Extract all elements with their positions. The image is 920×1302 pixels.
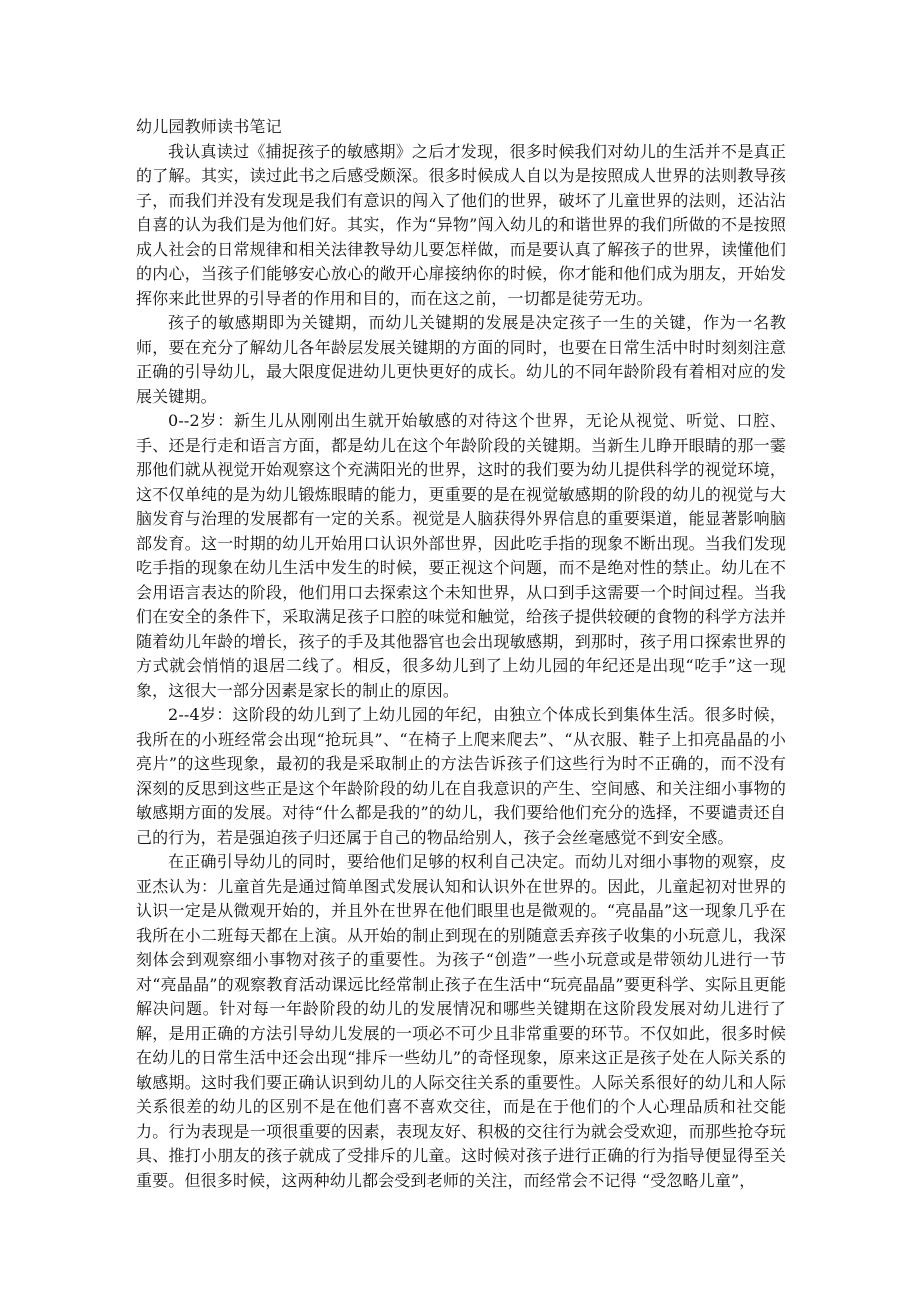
paragraph-intro: 我认真读过《捕捉孩子的敏感期》之后才发现，很多时候我们对幼儿的生活并不是真正的了解。其实，读过此书之后感受颇深。很多时候成人自以为是按照成人世界的法则教导孩子，而我们并没有发现是我们有意识的闯入了他们的世界，破坏了儿童世界的法则，还沾沾自喜的认为我们是为他们好。其实，作为“异物”闯入幼儿的和谐世界的我们所做的不是按照成人社会的日常规律和相关法律教导幼儿要怎样做，而是要认真了解孩子的世界，读懂他们的内心，当孩子们能够安心放心的敞开心扉接纳你的时候，你才能和他们成为朋友，开始发挥你来此世界的引导者的作用和目的，而在这之前，一切都是徒劳无功。 [136,141,786,308]
paragraph-guidance: 在正确引导幼儿的同时，要给他们足够的权利自己决定。而幼儿对细小事物的观察，皮亚杰认为：儿童首先是通过简单图式发展认知和认识外在世界的。因此，儿童起初对世界的认识一定是从微观开始的，并且外在世界在他们眼里也是微观的。“亮晶晶”这一现象几乎在我所在小二班每天都在上演。从开始的制止到现在的别随意丢弃孩子收集的小玩意儿，我深刻体会到观察细小事物对孩子的重要性。为孩子“创造”一些小玩意或是带领幼儿进行一节对“亮晶晶”的观察教育活动课远比经常制止孩子在生活中“玩亮晶晶”要更科学、实际且更能解决问题。针对每一年龄阶段的幼儿的发展情况和哪些关键期在这阶段发展对幼儿进行了解，是用正确的方法引导幼儿发展的一项必不可少且非常重要的环节。不仅如此，很多时候在幼儿的日常生活中还会出现“排斥一些幼儿”的奇怪现象，原来这正是孩子处在人际关系的敏感期。这时我们要正确认识到幼儿的人际交往关系的重要性。人际关系很好的幼儿和人际关系很差的幼儿的区别不是在他们喜不喜欢交往，而是在于他们的个人心理品质和社交能力。行为表现是一项很重要的因素，表现友好、积极的交往行为就会受欢迎，而那些抢夺玩具、推打小朋友的孩子就成了受排斥的儿童。这时候对孩子进行正确的行为指导便显得至关重要。但很多时候，这两种幼儿都会受到老师的关注，而经常会不记得 “受忽略儿童”， [136,852,786,1190]
paragraph-age-2-4: 2--4岁：这阶段的幼儿到了上幼儿园的年纪，由独立个体成长到集体生活。很多时候，我所在的小班经常会出现“抢玩具”、“在椅子上爬来爬去”、“从衣服、鞋子上扣亮晶晶的小亮片”的这些现象，最初的我是采取制止的方法告诉孩子们这些行为时不正确的，而不没有深刻的反思到这些正是这个年龄阶段的幼儿在自我意识的产生、空间感、和关注细小事物的敏感期方面的发展。对待“什么都是我的”的幼儿，我们要给他们充分的选择，不要谴责还自己的行为，若是强迫孩子归还属于自己的物品给别人，孩子会丝毫感觉不到安全感。 [136,705,786,847]
paragraph-age-0-2: 0--2岁：新生儿从刚刚出生就开始敏感的对待这个世界，无论从视觉、听觉、口腔、手、还是行走和语言方面，都是幼儿在这个年龄阶段的关键期。当新生儿睁开眼睛的那一霎那他们就从视觉开始观察这个充满阳光的世界，这时的我们要为幼儿提供科学的视觉环境，这不仅单纯的是为幼儿锻炼眼睛的能力，更重要的是在视觉敏感期的阶段的幼儿的视觉与大脑发育与治理的发展都有一定的关系。视觉是人脑获得外界信息的重要渠道，能显著影响脑部发育。这一时期的幼儿开始用口认识外部世界，因此吃手指的现象不断出现。当我们发现吃手指的现象在幼儿生活中发生的时候，要正视这个问题，而不是绝对性的禁止。幼儿在不会用语言表达的阶段，他们用口去探索这个未知世界，从口到手这需要一个时间过程。当我们在安全的条件下，采取满足孩子口腔的味觉和触觉，给孩子提供较硬的食物的科学方法并随着幼儿年龄的增长，孩子的手及其他器官也会出现敏感期，到那时，孩子用口探索世界的方式就会悄悄的退居二线了。相反，很多幼儿到了上幼儿园的年纪还是出现“吃手”这一现象，这很大一部分因素是家长的制止的原因。 [136,411,786,700]
document-title: 幼儿园教师读书笔记 [136,117,282,136]
paragraph-sensitive-period: 孩子的敏感期即为关键期，而幼儿关键期的发展是决定孩子一生的关键，作为一名教师，要在充分了解幼儿各年龄层发展关键期的方面的同时，也要在日常生活中时时刻刻注意正确的引导幼儿，最大限度促进幼儿更快更好的成长。幼儿的不同年龄阶段有着相对应的发展关键期。 [136,313,786,406]
document-page [136,115,786,1193]
